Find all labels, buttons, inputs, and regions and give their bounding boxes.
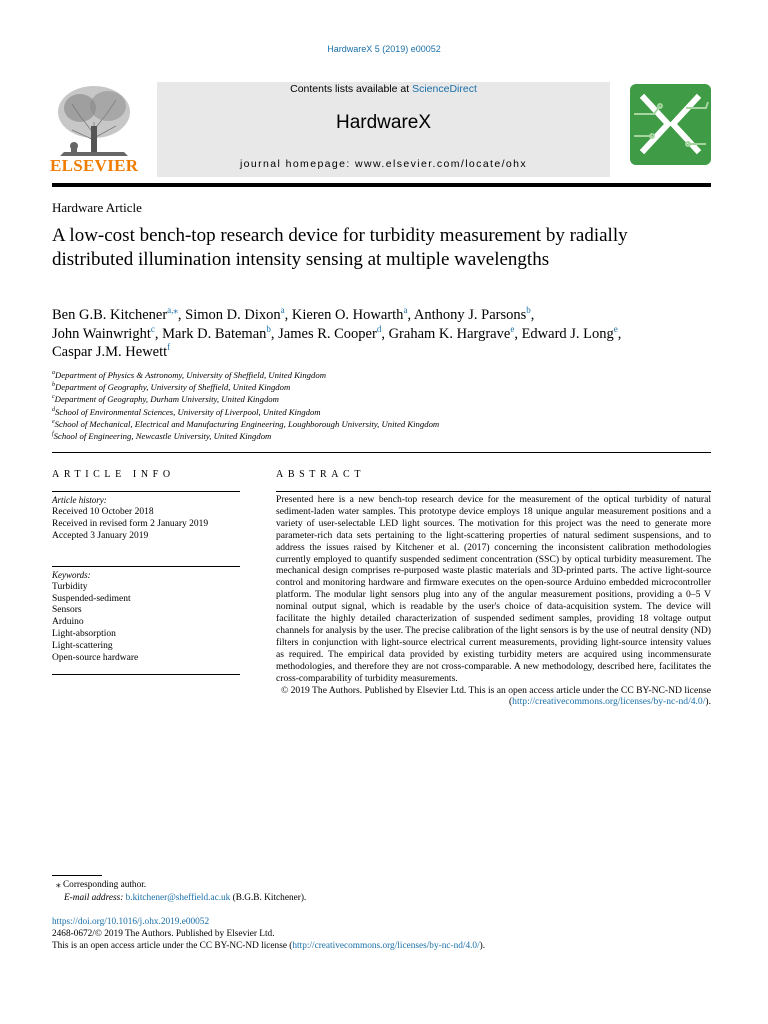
- author[interactable]: Caspar J.M. Hewett$^f$: [52, 342, 171, 360]
- history-item: Accepted 3 January 2019: [52, 531, 149, 541]
- license-link[interactable]: http://creativecommons.org/licenses/by-nc-nd/4.0/: [292, 941, 480, 951]
- author[interactable]: James R. Cooper$^d$: [278, 323, 382, 342]
- author[interactable]: Mark D. Bateman$^b$: [162, 323, 271, 342]
- email-link[interactable]: b.kitchener@sheffield.ac.uk: [125, 892, 231, 903]
- keyword: Arduino: [52, 617, 84, 628]
- elsevier-wordmark: ELSEVIER: [50, 156, 139, 175]
- author[interactable]: Graham K. Hargrave$^e$: [388, 323, 515, 342]
- journal-header-box: [157, 82, 610, 177]
- doi-link[interactable]: https://doi.org/10.1016/j.ohx.2019.e00052: [52, 917, 210, 927]
- author[interactable]: Anthony J. Parsons$^b$: [413, 305, 531, 323]
- info-rule: [52, 491, 240, 492]
- history-item: Received in revised form 2 January 2019: [52, 519, 209, 529]
- affiliation: $^f$School of Engineering, Newcastle University, United Kingdom: [52, 431, 272, 442]
- author[interactable]: Edward J. Long$^e$: [521, 323, 618, 342]
- article-info-heading: ARTICLE INFO: [52, 469, 175, 480]
- article-title: A low-cost bench-top research device for turbidity measurement by radially distributed illumination intensity sensing at multiple wavelengths: [52, 225, 628, 270]
- issn-line: 2468-0672/© 2019 The Authors. Published by Elsevier Ltd.: [52, 929, 275, 939]
- history-item: Received 10 October 2018: [52, 507, 154, 517]
- keywords-label: Keywords:: [52, 570, 91, 580]
- info-rule: [52, 566, 240, 567]
- affiliation: $^d$School of Environmental Sciences, University of Liverpool, United Kingdom: [52, 406, 321, 417]
- author[interactable]: John Wainwright$^c$: [52, 323, 155, 342]
- abstract-rule: [276, 491, 711, 492]
- journal-reference[interactable]: HardwareX 5 (2019) e00052: [327, 44, 441, 54]
- license-link[interactable]: http://creativecommons.org/licenses/by-nc-nd/4.0/: [512, 696, 706, 708]
- abstract-body: [276, 494, 711, 708]
- article-history: [52, 494, 242, 542]
- abstract-text: Presented here is a new bench-top research device for the measurement of the optical turbidity of natural sediment-laden water samples. This prototype device employs 18 unique angular measurement positions and a variety of user-selectable LED light sources. The motivation for this project was the need to generate more parameter-rich data sets pertaining to the light-scattering properties of natural sediment suspensions, and to address the issues raised by Kitchener et al. (2017) concerning the inconsistent calibration methodologies currently employed to quantify suspended sediment concentration (SSC) by optical turbidity measurement. The mechanical design comprises re-purposed waste plastic materials and 3D-printed parts. The active light-source control and monitoring hardware and firmware executes on the open-source Arduino embedded microcontroller platform. The modular light sensors plug into any of the angular measurement positions, providing a 0–5 V nominal output signal, which is readable by the user's choice of data-acquisition system. The device will facilitate the highly detailed characterization of suspended sediment samples, providing 18 voltage output channels for analysis by the user. The precise calibration of the light sensors is by the use of neutral density (ND) filters in conjunction with light-source electrical current measurements, providing light-source intensity values as required. The empirical data provided by existing turbidity meters are acquired using incommensurate methodologies, and therefore they are not cross-comparable. A new methodology, described here, facilitates the cross-comparability of turbidity measurements.: [276, 494, 711, 684]
- affiliation: $^a$Department of Physics & Astronomy, University of Sheffield, United Kingdom: [52, 370, 326, 380]
- sciencedirect-link[interactable]: ScienceDirect: [412, 83, 477, 95]
- info-rule: [52, 674, 240, 675]
- article-type: Hardware Article: [52, 200, 142, 215]
- affiliations: [52, 369, 712, 442]
- author[interactable]: Kieren O. Howarth$^a$: [291, 305, 408, 323]
- footnote-rule: [52, 875, 102, 876]
- abstract-heading: ABSTRACT: [276, 469, 366, 480]
- affiliation: $^b$Department of Geography, University of Sheffield, United Kingdom: [52, 382, 291, 393]
- affiliation: $^c$Department of Geography, Durham University, United Kingdom: [52, 394, 279, 405]
- journal-homepage[interactable]: journal homepage: www.elsevier.com/locate/ohx: [239, 158, 528, 170]
- email-note: E-mail address: b.kitchener@sheffield.ac.uk (B.G.B. Kitchener).: [64, 892, 307, 903]
- journal-name: HardwareX: [335, 112, 432, 133]
- contents-line: [157, 83, 610, 95]
- keyword: Turbidity: [52, 581, 88, 592]
- publication-info: [52, 916, 712, 952]
- section-rule: [52, 452, 711, 453]
- affiliation: $^e$School of Mechanical, Electrical and Manufacturing Engineering, Loughborough University, United Kingdom: [52, 418, 440, 429]
- corresponding-author-note: ⁎ Corresponding author.: [56, 880, 147, 890]
- author[interactable]: Ben G.B. Kitchener$^{a,⁎}$: [52, 305, 178, 323]
- keyword: Open-source hardware: [52, 652, 139, 663]
- keyword: Light-scattering: [52, 640, 113, 651]
- abstract-copyright: © 2019 The Authors. Published by Elsevier Ltd. This is an open access article under the CC BY-NC-ND license (http://creativecommons.org/licenses/by-nc-nd/4.0/).: [280, 684, 711, 708]
- keyword: Light-absorption: [52, 628, 116, 639]
- keywords: [52, 570, 242, 664]
- author[interactable]: Simon D. Dixon$^a$: [185, 305, 285, 323]
- author-list: Ben G.B. Kitchener$^{a,⁎}$, Simon D. Dixon$^a$, Kieren O. Howarth$^a$, Anthony J. Parsons$^b$, John Wainwright$^c$, Mark D. Bateman$^b$, James R. Cooper$^d$, Graham K. Hargrave$^e$, Edward J. Long$^e$, Caspar J.M. Hewett$^f$: [52, 305, 622, 360]
- contents-prefix: Contents lists available at: [290, 83, 413, 95]
- header-rule: [52, 183, 711, 187]
- hardwarex-logo: [630, 84, 711, 165]
- license-line: This is an open access article under the CC BY-NC-ND license (http://creativecommons.org/licenses/by-nc-nd/4.0/).: [52, 941, 486, 951]
- footnotes: [52, 879, 306, 904]
- keyword: Sensors: [52, 605, 82, 616]
- history-label: Article history:: [52, 495, 107, 505]
- keyword: Suspended-sediment: [52, 593, 131, 604]
